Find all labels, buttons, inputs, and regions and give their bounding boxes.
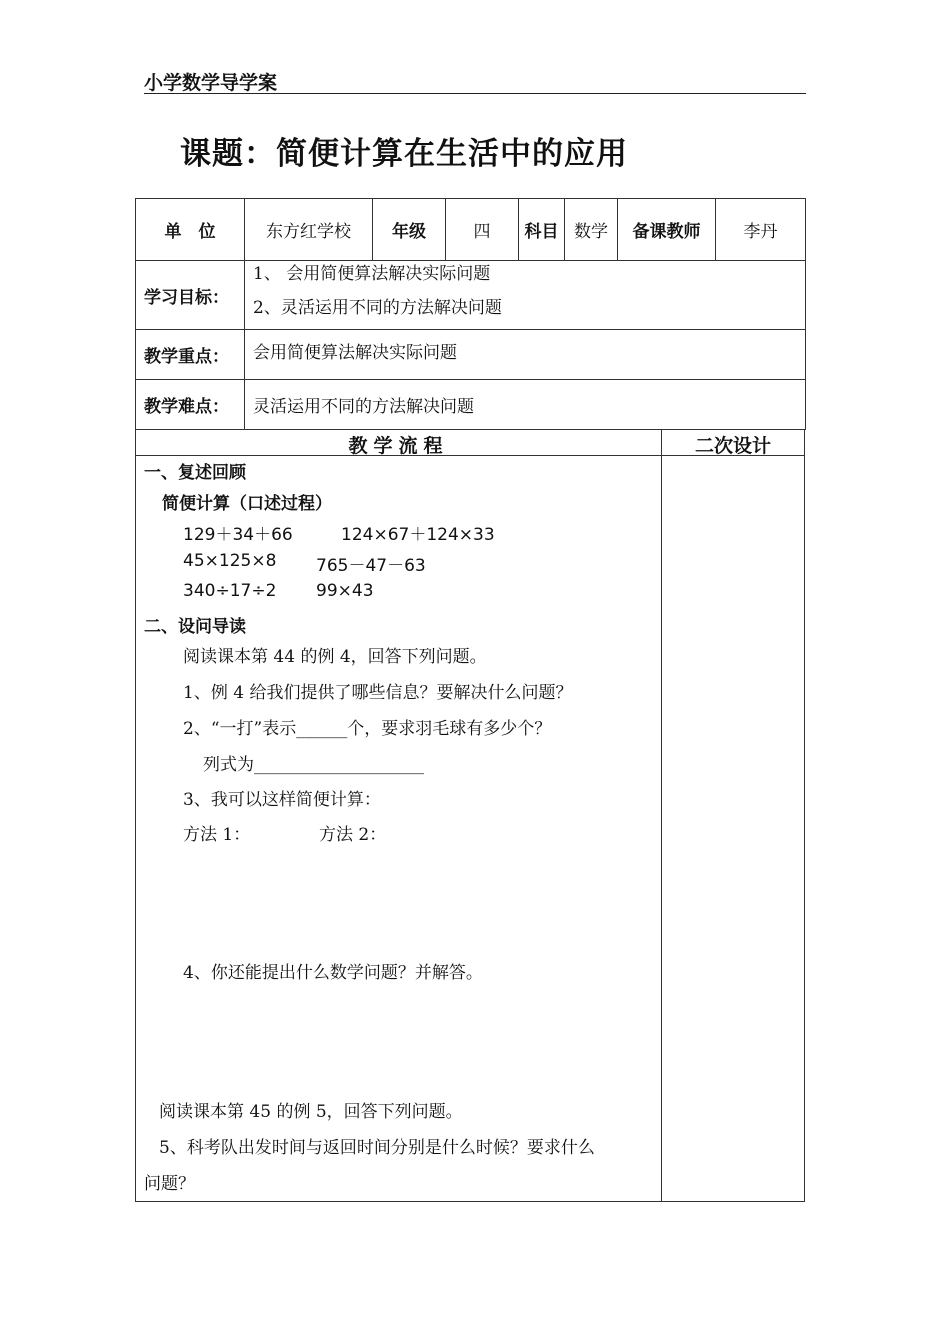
key-value: 会用简便算法解决实际问题	[245, 330, 806, 380]
expression: 765－47－63	[316, 556, 426, 576]
goal-item: 2、灵活运用不同的方法解决问题	[253, 298, 502, 318]
page-title: 课题：简便计算在生活中的应用	[180, 136, 628, 172]
unit-value: 东方红学校	[245, 199, 373, 261]
info-table	[135, 198, 806, 430]
section-1-subtitle: 简便计算（口述过程）	[162, 494, 332, 514]
teaching-flow-section	[135, 429, 805, 1202]
key-label: 教学重点：	[136, 330, 245, 380]
expression: 340÷17÷2	[183, 581, 277, 601]
expression: 99×43	[316, 581, 374, 601]
reading-instruction: 阅读课本第 45 的例 5，回答下列问题。	[159, 1102, 463, 1122]
expression: 45×125×8	[183, 551, 277, 571]
subject-value: 数学	[565, 199, 618, 261]
question-3: 3、我可以这样简便计算：	[183, 790, 381, 810]
flow-header-left: 教学流程	[348, 435, 449, 457]
expression: 129＋34＋66	[183, 525, 293, 545]
column-divider	[661, 430, 662, 1201]
method-2-label: 方法 2：	[319, 825, 387, 845]
expression: 124×67＋124×33	[341, 525, 495, 545]
unit-label: 单 位	[136, 199, 245, 261]
goal-content	[245, 261, 806, 330]
difficulty-label: 教学难点：	[136, 380, 245, 430]
grade-label: 年级	[373, 199, 446, 261]
question-4: 4、你还能提出什么数学问题？并解答。	[183, 963, 483, 983]
grade-value: 四	[446, 199, 519, 261]
section-1-title: 一、复述回顾	[144, 463, 246, 483]
question-5-continued: 问题？	[144, 1174, 195, 1194]
goal-label: 学习目标：	[136, 261, 245, 330]
section-2-title: 二、设问导读	[144, 617, 246, 637]
question-5: 5、科考队出发时间与返回时间分别是什么时候？要求什么	[159, 1138, 595, 1158]
teacher-value: 李丹	[716, 199, 806, 261]
question-2: 2、“一打”表示______个，要求羽毛球有多少个？	[183, 719, 552, 739]
difficulty-value: 灵活运用不同的方法解决问题	[245, 380, 806, 430]
formula-blank: 列式为____________________	[203, 755, 424, 775]
goal-item: 1、 会用简便算法解决实际问题	[253, 264, 491, 284]
method-1-label: 方法 1：	[183, 825, 251, 845]
teacher-label: 备课教师	[618, 199, 716, 261]
subject-label: 科目	[519, 199, 565, 261]
doc-header: 小学数学导学案	[144, 68, 806, 94]
question-1: 1、例 4 给我们提供了哪些信息？要解决什么问题？	[183, 683, 573, 703]
flow-header-right: 二次设计	[694, 435, 771, 457]
reading-instruction: 阅读课本第 44 的例 4，回答下列问题。	[183, 647, 487, 667]
